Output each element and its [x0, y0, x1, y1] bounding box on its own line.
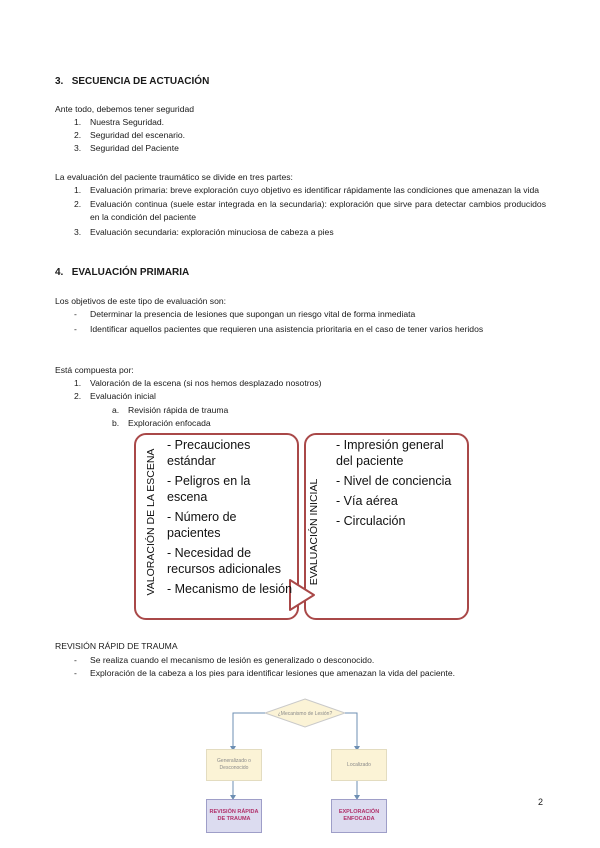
list-item: - Identificar aquellos pacientes que requieren una asistencia prioritaria en el caso de tener varios heridos — [74, 324, 484, 335]
list-item: - Determinar la presencia de lesiones que supongan un riesgo vital de forma inmediata — [74, 309, 416, 319]
revision-title: REVISIÓN RÁPID DE TRAUMA — [55, 641, 178, 651]
composed-list — [74, 377, 322, 403]
section-3-number: 3. — [55, 76, 64, 87]
evaluation-list — [74, 184, 546, 239]
page-number: 2 — [538, 797, 544, 807]
list-item: 3. Evaluación secundaria: exploración minuciosa de cabeza a pies — [74, 226, 334, 237]
list-item: - Impresión general del paciente — [336, 438, 444, 468]
revision-list — [74, 654, 455, 680]
list-item: - Se realiza cuando el mecanismo de lesión es generalizado o desconocido. — [74, 655, 375, 665]
section-4-number: 4. — [55, 267, 64, 278]
scene-assessment-label: VALORACIÓN DE LA ESCENA — [145, 448, 157, 596]
composed-intro: Está compuesta por: — [55, 365, 134, 375]
flowchart-generalized-box: Generalizado o Desconocido — [206, 749, 262, 781]
section-3-heading — [55, 76, 209, 87]
list-item: 1. Nuestra Seguridad. — [74, 117, 165, 127]
list-item: - Número de pacientes — [167, 510, 237, 540]
initial-evaluation-items — [336, 437, 462, 533]
list-item: - Circulación — [336, 514, 406, 528]
list-item: - Mecanismo de lesión — [167, 582, 293, 596]
objectives-intro: Los objetivos de este tipo de evaluación son: — [55, 296, 227, 306]
list-item: 1. Evaluación primaria: breve exploración cuyo objetivo es identificar rápidamente las condiciones que amenazan la vida — [74, 185, 540, 195]
list-item: - Necesidad de recursos adicionales — [167, 546, 281, 576]
safety-intro: Ante todo, debemos tener seguridad — [55, 104, 195, 114]
sub-list — [112, 404, 228, 430]
list-item: - Exploración de la cabeza a los pies para identificar lesiones que amenazan la vida del paciente. — [74, 668, 455, 679]
flowchart-rapid-trauma-box: REVISIÓN RÁPIDA DE TRAUMA — [206, 799, 262, 833]
section-3-title: SECUENCIA DE ACTUACIÓN — [71, 76, 210, 87]
list-item: a. Revisión rápida de trauma — [112, 405, 229, 415]
flowchart-localized-box: Localizado — [331, 749, 387, 781]
list-item: 2. Seguridad del escenario. — [74, 130, 186, 141]
objectives-list — [74, 308, 546, 336]
scene-assessment-items — [167, 437, 293, 601]
flowchart-focused-exam-box: EXPLORACIÓN ENFOCADA — [331, 799, 387, 833]
flowchart-decision: ¿Mecanismo de Lesión? — [277, 710, 333, 717]
list-item: 3. Seguridad del Paciente — [74, 143, 179, 154]
list-item: - Peligros en la escena — [167, 474, 251, 504]
list-item: - Precauciones estándar — [167, 438, 251, 468]
section-4-heading — [55, 267, 189, 278]
evaluation-intro: La evaluación del paciente traumático se divide en tres partes: — [55, 172, 293, 182]
initial-evaluation-label: EVALUACIÓN INICIAL — [308, 478, 320, 586]
list-item: b. Exploración enfocada — [112, 418, 211, 429]
list-item: 2. Evaluación continua (suele estar integrada en la secundaria): exploración que sirve para detectar cambios producidos en la condición del paciente — [74, 199, 546, 223]
list-item: - Vía aérea — [336, 494, 398, 508]
section-4-title: EVALUACIÓN PRIMARIA — [71, 267, 190, 278]
list-item: 1. Valoración de la escena (si nos hemos desplazado nosotros) — [74, 378, 322, 388]
list-item: - Nivel de conciencia — [336, 474, 452, 488]
list-item: 2. Evaluación inicial — [74, 391, 156, 402]
safety-list — [74, 116, 185, 156]
